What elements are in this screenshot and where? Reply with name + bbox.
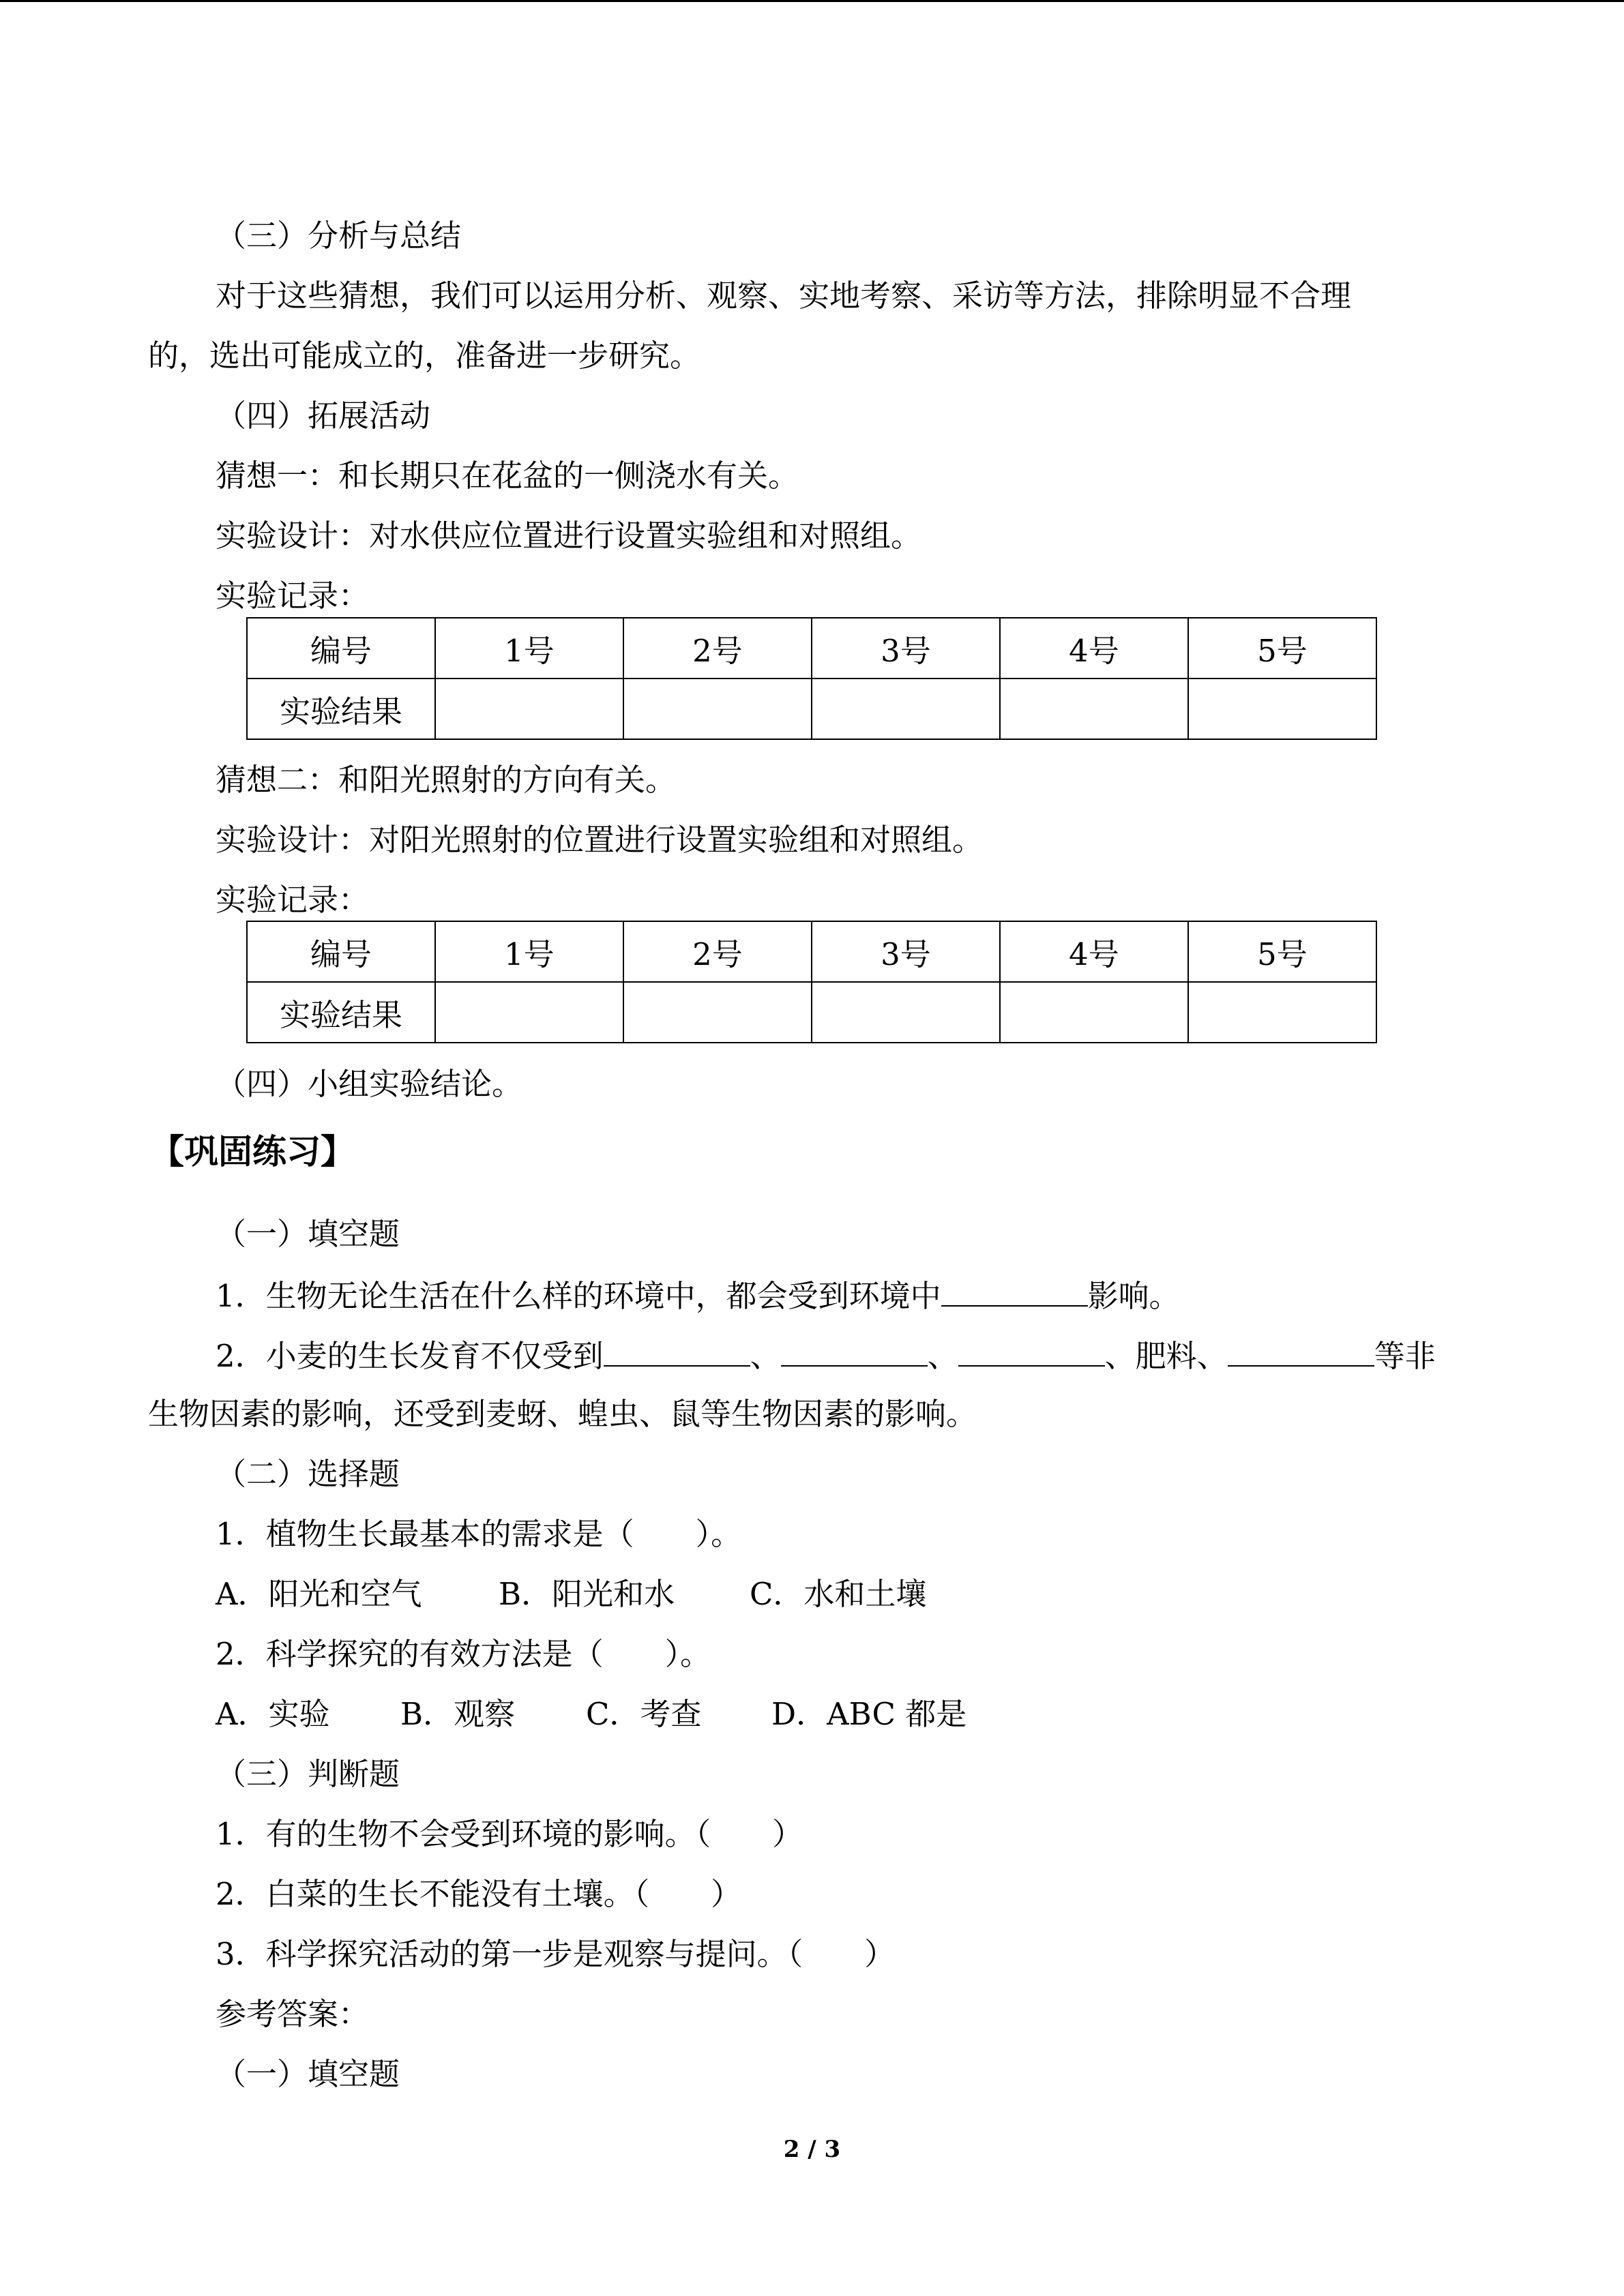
section-title-analysis: （三）分析与总结 xyxy=(216,218,462,254)
judge-question-2: 2．白菜的生长不能没有土壤。（ ） xyxy=(216,1876,742,1912)
page-number: 2 / 3 xyxy=(783,2136,841,2163)
table-cell-empty xyxy=(623,982,812,1043)
separator: 、 xyxy=(927,1338,958,1374)
table-header-cell: 5号 xyxy=(1188,921,1376,982)
fill-question-2 xyxy=(216,1334,1436,1377)
table-header-cell: 1号 xyxy=(435,618,623,679)
answer-fill-title: （一）填空题 xyxy=(216,2056,400,2092)
judge-question-3: 3．科学探究活动的第一步是观察与提问。（ ） xyxy=(216,1936,896,1972)
table-cell-empty xyxy=(1000,679,1188,739)
record-table-1 xyxy=(246,617,1377,740)
guess-two: 猜想二：和阳光照射的方向有关。 xyxy=(216,762,677,798)
table-header-cell: 2号 xyxy=(623,618,812,679)
table-cell-empty xyxy=(623,679,812,739)
table-header-cell: 2号 xyxy=(623,921,812,982)
table-header-cell: 编号 xyxy=(247,618,435,679)
practice-heading: 【巩固练习】 xyxy=(150,1132,355,1172)
table-header-cell: 1号 xyxy=(435,921,623,982)
table-cell-empty xyxy=(1188,679,1376,739)
choice-question-1: 1．植物生长最基本的需求是（ ）。 xyxy=(216,1516,742,1552)
record-two-label: 实验记录： xyxy=(216,882,370,918)
fill-title: （一）填空题 xyxy=(216,1216,400,1252)
answer-blank xyxy=(781,1334,928,1367)
choice-option: B．观察 xyxy=(400,1696,516,1732)
guess-one: 猜想一：和长期只在花盆的一侧浇水有关。 xyxy=(216,458,799,494)
table-header-cell: 编号 xyxy=(247,921,435,982)
question-text: 等非 xyxy=(1374,1338,1436,1374)
choice-option: C．水和土壤 xyxy=(750,1576,927,1612)
table-cell-empty xyxy=(435,679,623,739)
answer-blank xyxy=(604,1334,750,1367)
choice-title: （二）选择题 xyxy=(216,1456,400,1492)
table-row-label: 实验结果 xyxy=(247,982,435,1043)
table-header-cell: 3号 xyxy=(812,921,1000,982)
design-two: 实验设计：对阳光照射的位置进行设置实验组和对照组。 xyxy=(216,822,984,858)
record-table-2 xyxy=(246,921,1377,1043)
table-cell-empty xyxy=(1188,982,1376,1043)
choice-option: A．实验 xyxy=(216,1696,330,1732)
judge-question-1: 1．有的生物不会受到环境的影响。（ ） xyxy=(216,1816,803,1852)
design-one: 实验设计：对水供应位置进行设置实验组和对照组。 xyxy=(216,518,922,554)
table-row-label: 实验结果 xyxy=(247,679,435,739)
table-cell-empty xyxy=(1000,982,1188,1043)
table-cell-empty xyxy=(812,982,1000,1043)
group-conclusion: （四）小组实验结论。 xyxy=(216,1066,523,1102)
choice-question-2: 2．科学探究的有效方法是（ ）。 xyxy=(216,1636,711,1672)
choice-option: C．考查 xyxy=(586,1696,702,1732)
table-cell-empty xyxy=(812,679,1000,739)
answer-blank xyxy=(1228,1334,1374,1367)
question-text: 、肥料、 xyxy=(1104,1338,1228,1374)
question-text: 1．生物无论生活在什么样的环境中，都会受到环境中 xyxy=(216,1278,941,1314)
record-one-label: 实验记录： xyxy=(216,578,370,614)
question-text: 2．小麦的生长发育不仅受到 xyxy=(216,1338,604,1374)
answer-blank xyxy=(958,1334,1105,1367)
choice-option: D．ABC 都是 xyxy=(771,1696,967,1732)
choice-option: B．阳光和水 xyxy=(499,1576,675,1612)
choice-option: A．阳光和空气 xyxy=(216,1576,422,1612)
table-header-cell: 3号 xyxy=(812,618,1000,679)
separator: 、 xyxy=(750,1338,781,1374)
answer-title: 参考答案： xyxy=(216,1996,370,2032)
table-header-cell: 4号 xyxy=(1000,921,1188,982)
table-header-cell: 5号 xyxy=(1188,618,1376,679)
answer-blank xyxy=(941,1274,1088,1307)
table-header-cell: 4号 xyxy=(1000,618,1188,679)
fill-question-1 xyxy=(216,1274,1180,1317)
paragraph-line: 对于这些猜想，我们可以运用分析、观察、实地考察、采访等方法，排除明显不合理 xyxy=(216,278,1352,314)
judge-title: （三）判断题 xyxy=(216,1756,400,1792)
top-border xyxy=(0,0,1624,2)
paragraph-line: 的，选出可能成立的，准备进一步研究。 xyxy=(148,338,701,374)
fill-question-2-cont: 生物因素的影响，还受到麦蚜、蝗虫、鼠等生物因素的影响。 xyxy=(148,1396,977,1432)
question-text: 影响。 xyxy=(1087,1278,1180,1314)
table-cell-empty xyxy=(435,982,623,1043)
section-title-extension: （四）拓展活动 xyxy=(216,398,431,434)
